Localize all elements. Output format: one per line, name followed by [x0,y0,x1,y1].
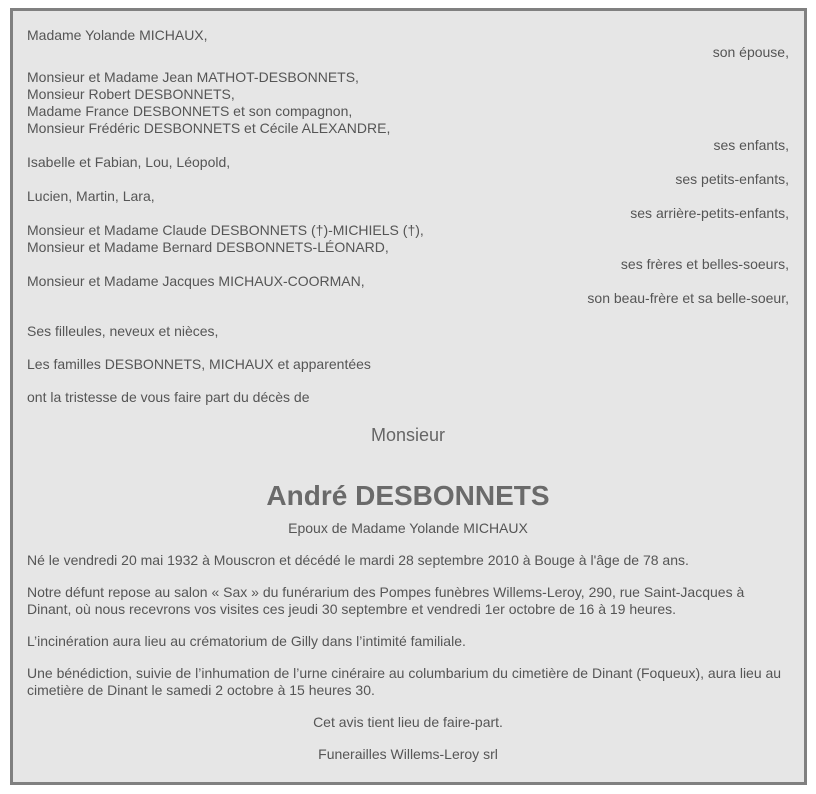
funeral-home: Funerailles Willems-Leroy srl [318,746,498,762]
notice-line: Cet avis tient lieu de faire-part. [313,714,503,730]
families: Les familles DESBONNETS, MICHAUX et apparentées [27,356,371,372]
in-laws-label: son beau-frère et sa belle-soeur, [587,290,789,306]
birth-death-paragraph: Né le vendredi 20 mai 1932 à Mouscron et décédé le mardi 28 septembre 2010 à Bouge à l'âge de 78 ans. [27,552,689,568]
deceased-spouse-line: Epoux de Madame Yolande MICHAUX [288,520,528,536]
siblings-label: ses frères et belles-soeurs, [620,256,789,272]
grandchildren-label: ses petits-enfants, [675,171,789,187]
child-entry: Monsieur et Madame Jean MATHOT-DESBONNETS, [27,69,359,85]
spouse-label: son épouse, [712,44,789,60]
cremation-paragraph: L’incinération aura lieu au crématorium de Gilly dans l’intimité familiale. [27,633,466,649]
grandchildren: Isabelle et Fabian, Lou, Léopold, [27,154,231,170]
deceased-name: André DESBONNETS [266,480,550,511]
siblings-list [27,222,789,256]
obituary-content [27,27,789,763]
child-entry: Monsieur Robert DESBONNETS, [27,86,235,102]
blessing-paragraph: Une bénédiction, suivie de l’inhumation de l’urne cinéraire au columbarium du cimetière de Dinant (Foqueux), aura lieu au cimetière de Dinant le samedi 2 octobre à 15 heures 30. [27,665,782,698]
children-label: ses enfants, [713,137,789,153]
great-grandchildren-label: ses arrière-petits-enfants, [630,205,789,221]
child-entry: Madame France DESBONNETS et son compagnon, [27,103,353,119]
children-list [27,69,789,137]
godchildren: Ses filleules, neveux et nièces, [27,323,219,339]
great-grandchildren: Lucien, Martin, Lara, [27,188,155,204]
deceased-title: Monsieur [370,425,446,445]
child-entry: Monsieur Frédéric DESBONNETS et Cécile ALEXANDRE, [27,120,391,136]
spouse-name: Madame Yolande MICHAUX, [27,27,208,43]
announcement: ont la tristesse de vous faire part du décès de [27,389,310,405]
sibling-entry: Monsieur et Madame Claude DESBONNETS (†)-MICHIELS (†), [27,222,424,238]
in-laws: Monsieur et Madame Jacques MICHAUX-COORMAN, [27,273,365,289]
sibling-entry: Monsieur et Madame Bernard DESBONNETS-LÉONARD, [27,239,389,255]
visitation-paragraph: Notre défunt repose au salon « Sax » du funérarium des Pompes funèbres Willems-Leroy, 290, rue Saint-Jacques à Dinant, où nous recevrons vos visites ces jeudi 30 septembre et vendredi 1er octobre de 16 à 19 heures. [27,584,745,617]
obituary-frame [10,8,807,785]
